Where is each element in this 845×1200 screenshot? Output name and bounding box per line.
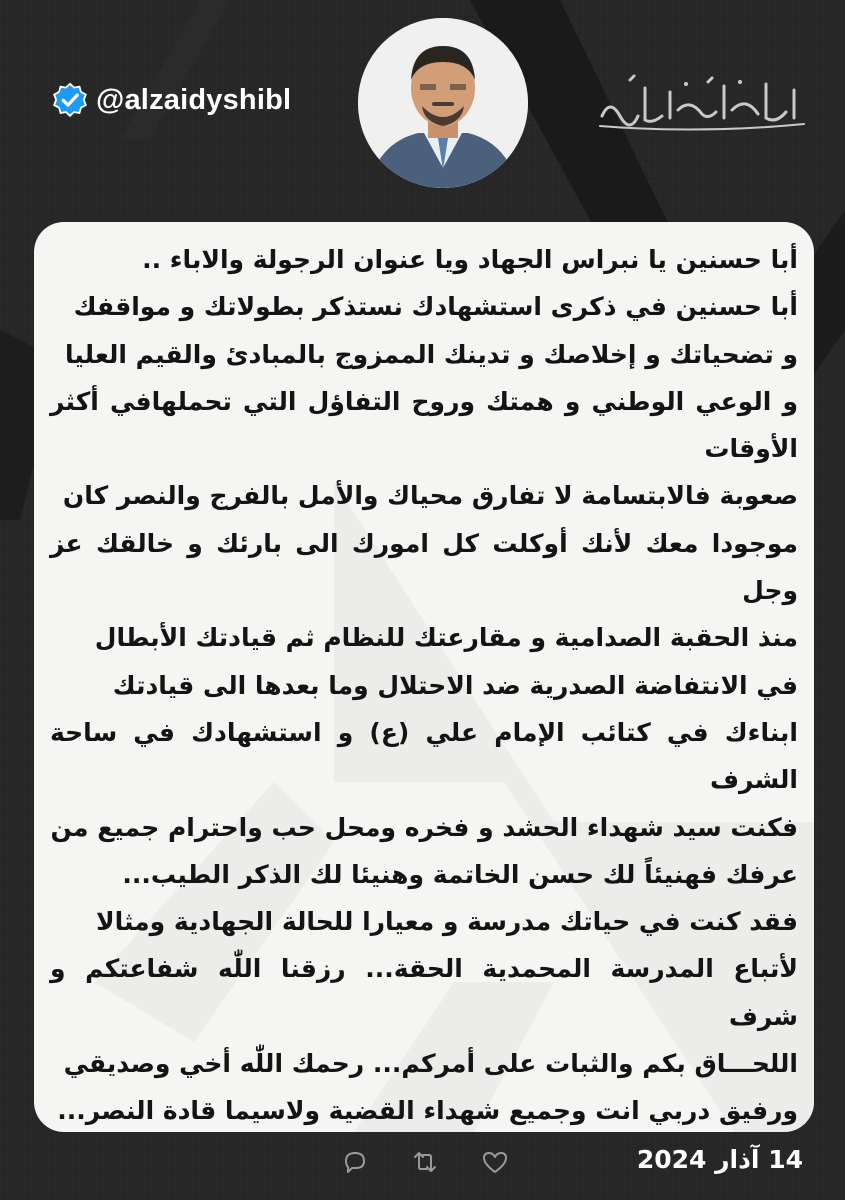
tweet-line: فكنت سيد شهداء الحشد و فخره ومحل حب واحترام جميع من — [50, 812, 798, 842]
verified-badge-icon — [52, 82, 88, 118]
tweet-line: ابناءك في كتائب الإمام علي (ع) و استشهادك في ساحة الشرف — [50, 717, 798, 795]
tweet-line: و تضحياتك و إخلاصك و تدينك الممزوج بالمبادئ والقيم العليا — [65, 339, 798, 369]
tweet-line: منذ الحقبة الصدامية و مقارعتك للنظام ثم قيادتك الأبطال — [94, 623, 798, 653]
tweet-line: اللحـــاق بكم والثبات على أمركم... رحمك اللّٰه أخي وصديقي — [63, 1049, 798, 1079]
avatar[interactable] — [358, 18, 528, 188]
tweet-line: ورفيق دربي انت وجميع شهداء القضية ولاسيما قادة النصر... — [57, 1096, 798, 1126]
tweet-line: صعوبة فالابتسامة لا تفارق محياك والأمل بالفرج والنصر كان — [62, 481, 798, 511]
account-handle[interactable]: @alzaidyshibl — [96, 83, 292, 116]
reply-icon[interactable] — [340, 1147, 370, 1177]
tweet-card — [34, 222, 814, 1132]
tweet-line: و الوعي الوطني و همتك وروح التفاؤل التي تحملهافي أكثر الأوقات — [50, 386, 798, 464]
retweet-icon[interactable] — [410, 1147, 440, 1177]
tweet-line: أبا حسنين يا نبراس الجهاد ويا عنوان الرجولة والاباء .. — [142, 245, 798, 274]
tweet-footer — [0, 1135, 845, 1200]
avatar-portrait — [358, 18, 528, 188]
tweet-date: 14 آذار 2024 — [636, 1145, 803, 1174]
heart-icon[interactable] — [480, 1147, 510, 1177]
tweet-actions — [340, 1147, 510, 1177]
tweet-line: موجودا معك لأنك أوكلت كل امورك الى بارئك و خالقك عز وجل — [50, 528, 798, 606]
tweet-line: لأتباع المدرسة المحمدية الحقة... رزقنا اللّٰه شفاعتكم و شرف — [50, 954, 798, 1031]
account-handle-row[interactable] — [52, 80, 291, 120]
tweet-body — [50, 236, 798, 1132]
signature-logo — [590, 58, 812, 138]
tweet-line: في الانتفاضة الصدرية ضد الاحتلال وما بعدها الى قيادتك — [112, 670, 798, 700]
signature-calligraphy — [590, 58, 812, 138]
tweet-line: عرفك فهنيئاً لك حسن الخاتمة وهنيئا لك الذكر الطيب... — [122, 859, 798, 889]
tweet-line: فقد كنت في حياتك مدرسة و معيارا للحالة الجهادية ومثالا — [95, 907, 798, 937]
header — [0, 0, 845, 215]
tweet-line: أبا حسنين في ذكرى استشهادك نستذكر بطولاتك و مواقفك — [73, 292, 798, 322]
